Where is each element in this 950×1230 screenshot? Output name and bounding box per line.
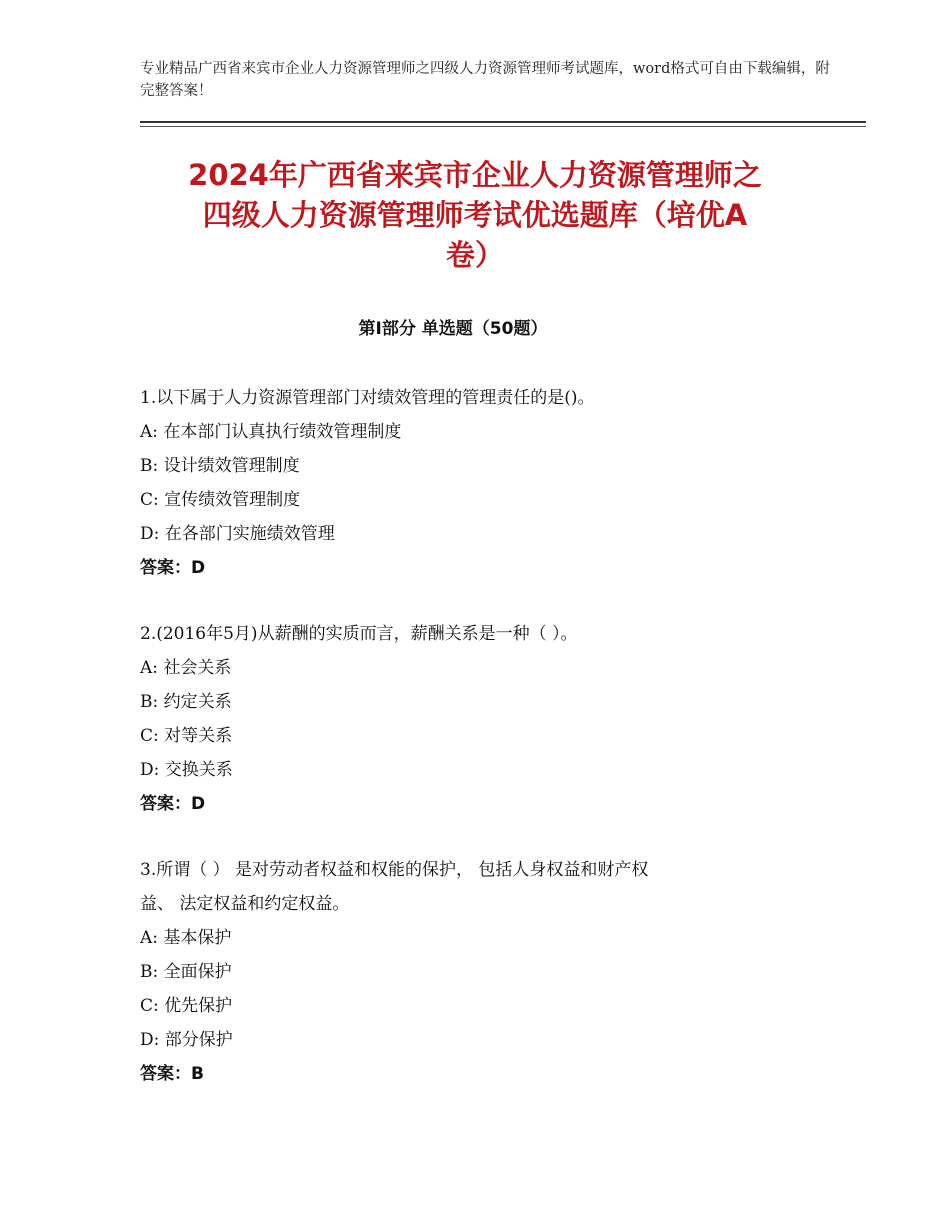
answer: 答案：D	[140, 794, 206, 814]
option-a: A: 在本部门认真执行绩效管理制度	[140, 422, 402, 442]
option-b: B: 约定关系	[140, 692, 232, 712]
header-divider-thin	[140, 126, 866, 127]
document-title	[120, 155, 830, 275]
option-b: B: 全面保护	[140, 962, 232, 982]
question-2	[140, 617, 820, 821]
header-note: 专业精品广西省来宾市企业人力资源管理师之四级人力资源管理师考试题库，word格式可自由下载编辑，附完整答案！	[140, 61, 830, 99]
header-divider-thick	[140, 121, 866, 123]
option-a: A: 基本保护	[140, 928, 232, 948]
option-a: A: 社会关系	[140, 658, 232, 678]
title-line-2: 四级人力资源管理师考试优选题库（培优A	[202, 198, 748, 232]
answer: 答案：D	[140, 558, 206, 578]
question-list	[140, 381, 820, 1123]
section-title: 第Ⅰ部分 单选题（50题）	[358, 319, 548, 339]
question-stem: 3.所谓（ ） 是对劳动者权益和权能的保护， 包括人身权益和财产权	[140, 860, 649, 880]
option-b: B: 设计绩效管理制度	[140, 456, 300, 476]
question-1	[140, 381, 820, 585]
option-c: C: 优先保护	[140, 996, 233, 1016]
title-line-1: 2024年广西省来宾市企业人力资源管理师之	[188, 158, 762, 192]
option-c: C: 宣传绩效管理制度	[140, 490, 301, 510]
option-d: D: 在各部门实施绩效管理	[140, 524, 335, 544]
answer: 答案：B	[140, 1064, 204, 1084]
question-3	[140, 853, 820, 1091]
option-d: D: 部分保护	[140, 1030, 233, 1050]
option-c: C: 对等关系	[140, 726, 233, 746]
question-stem: 1.以下属于人力资源管理部门对绩效管理的管理责任的是()。	[140, 388, 595, 408]
question-stem-continued: 益、 法定权益和约定权益。	[140, 894, 350, 914]
title-line-3: 卷）	[445, 238, 504, 272]
question-stem: 2.(2016年5月)从薪酬的实质而言，薪酬关系是一种（ ）。	[140, 624, 578, 644]
option-d: D: 交换关系	[140, 760, 233, 780]
